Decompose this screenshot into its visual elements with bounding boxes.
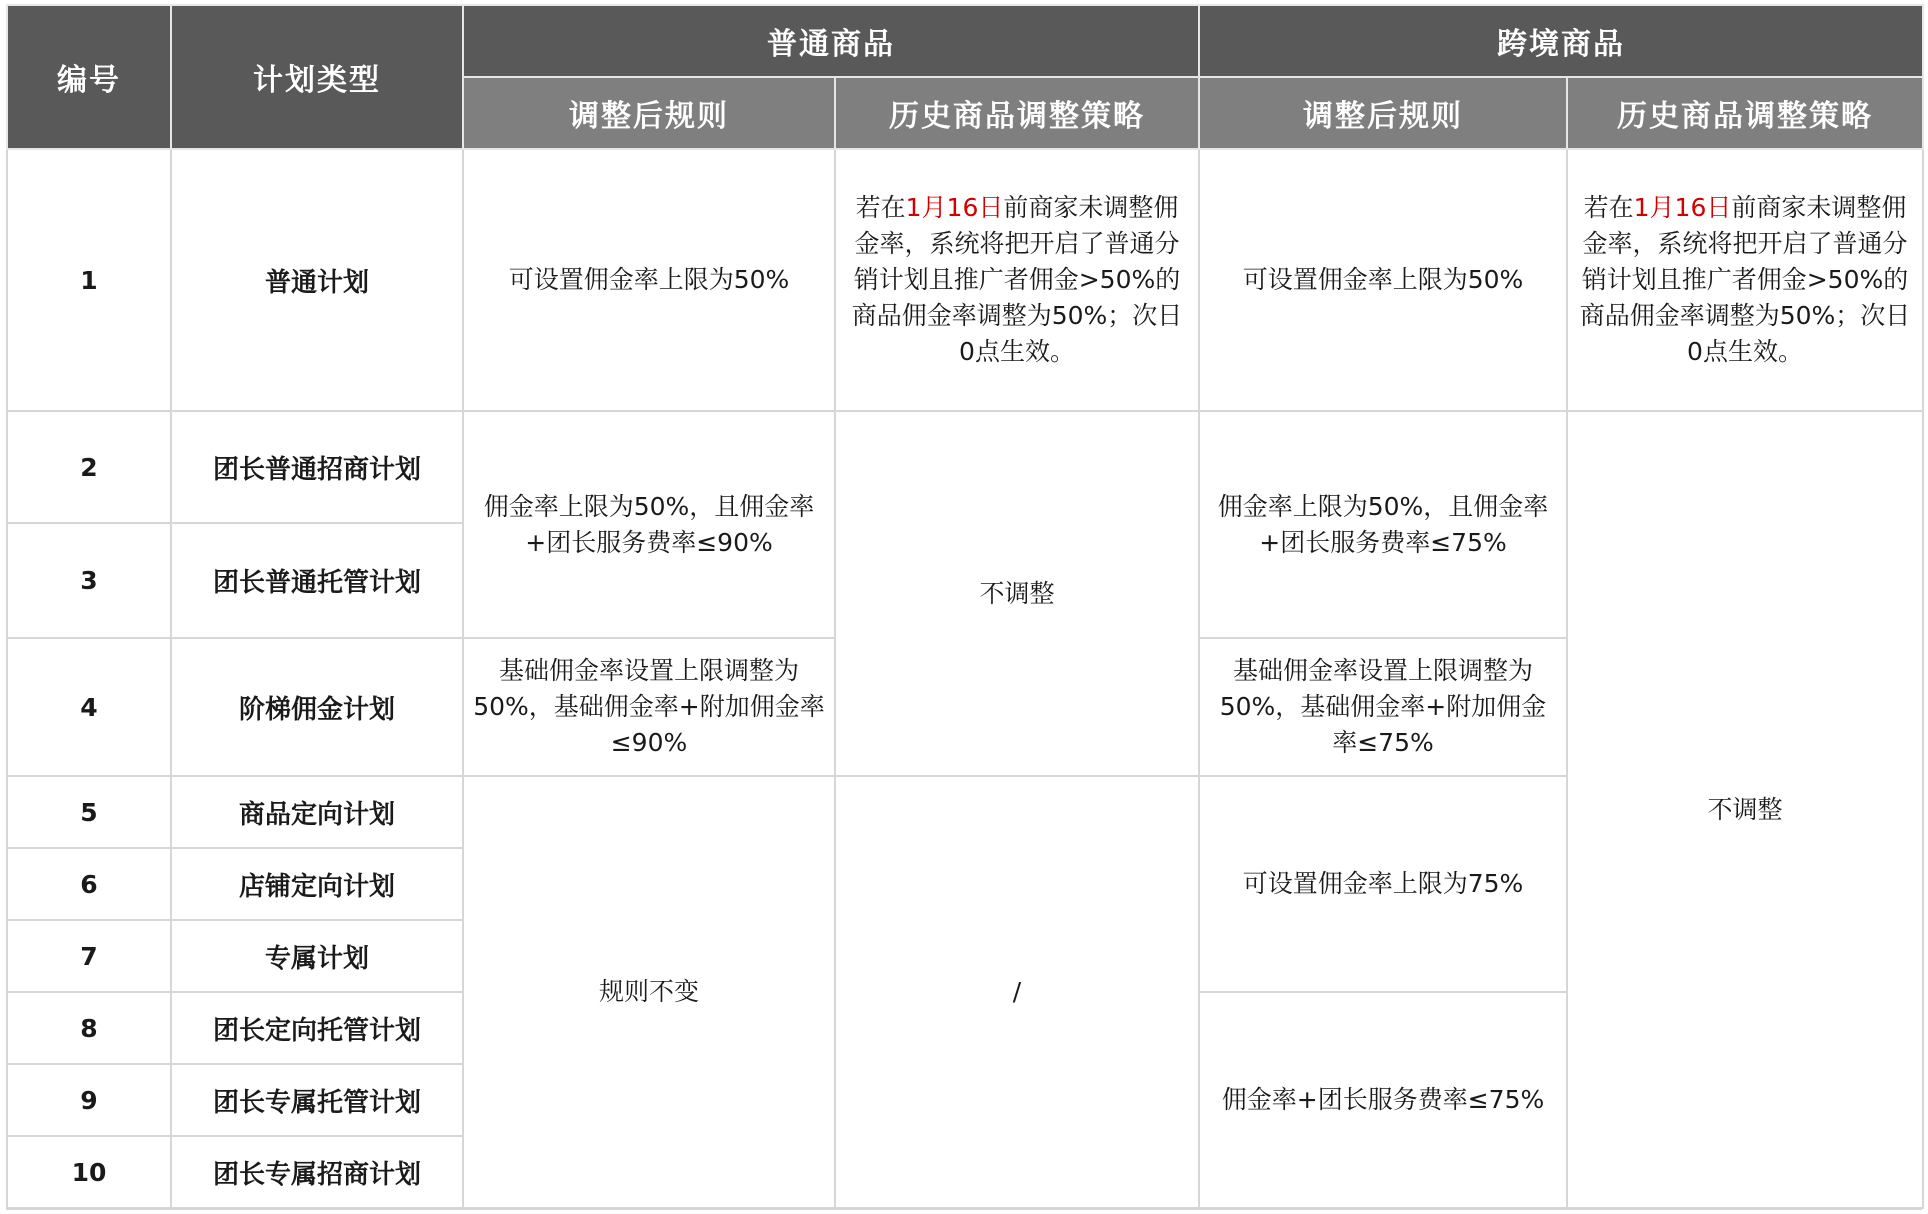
- history-text-part1: 若在: [855, 193, 906, 222]
- header-group-normal-goods: 普通商品: [463, 5, 1199, 77]
- normal-rule-cell: 规则不变: [463, 776, 835, 1208]
- row-id: 3: [7, 523, 171, 638]
- normal-rule-cell: 基础佣金率设置上限调整为50%，基础佣金率+附加佣金率≤90%: [463, 638, 835, 776]
- row-id: 5: [7, 776, 171, 848]
- row-id: 8: [7, 992, 171, 1064]
- commission-rules-table: [6, 4, 1924, 1209]
- row-plan-type: 专属计划: [171, 920, 463, 992]
- row-plan-type: 团长定向托管计划: [171, 992, 463, 1064]
- row-plan-type: 团长普通招商计划: [171, 411, 463, 523]
- normal-history-cell: /: [835, 776, 1199, 1208]
- row-id: 1: [7, 149, 171, 411]
- sheet-next-row-edge: [6, 1208, 1922, 1214]
- deadline-date: 1月16日: [1633, 193, 1732, 222]
- row-id: 2: [7, 411, 171, 523]
- header-plan-type: 计划类型: [171, 5, 463, 149]
- cross-rule-cell: 佣金率上限为50%，且佣金率+团长服务费率≤75%: [1199, 411, 1567, 638]
- row-id: 7: [7, 920, 171, 992]
- deadline-date: 1月16日: [905, 193, 1004, 222]
- row-plan-type: 店铺定向计划: [171, 848, 463, 920]
- row-plan-type: 团长专属招商计划: [171, 1136, 463, 1208]
- history-text-part1: 若在: [1583, 193, 1634, 222]
- normal-rule-cell: 佣金率上限为50%，且佣金率+团长服务费率≤90%: [463, 411, 835, 638]
- table-row: [7, 149, 1923, 411]
- row-plan-type: 团长普通托管计划: [171, 523, 463, 638]
- cross-history-cell: 不调整: [1567, 411, 1923, 1208]
- row-plan-type: 普通计划: [171, 149, 463, 411]
- row-id: 4: [7, 638, 171, 776]
- header-normal-rule: 调整后规则: [463, 77, 835, 149]
- cross-rule-cell: 佣金率+团长服务费率≤75%: [1199, 992, 1567, 1208]
- cross-rule-cell: 基础佣金率设置上限调整为50%，基础佣金率+附加佣金率≤75%: [1199, 638, 1567, 776]
- row-id: 9: [7, 1064, 171, 1136]
- cross-history-cell: [1567, 149, 1923, 411]
- history-text-part2: 前商家未调整佣金率，系统将把开启了普通分销计划且推广者佣金>50%的商品佣金率调整为50%；次日0点生效。: [1579, 193, 1911, 366]
- normal-history-cell: [835, 149, 1199, 411]
- header-cross-rule: 调整后规则: [1199, 77, 1567, 149]
- row-id: 10: [7, 1136, 171, 1208]
- row-id: 6: [7, 848, 171, 920]
- cross-rule-cell: 可设置佣金率上限为75%: [1199, 776, 1567, 992]
- header-normal-history: 历史商品调整策略: [835, 77, 1199, 149]
- table-row: [7, 411, 1923, 523]
- normal-rule-cell: 可设置佣金率上限为50%: [463, 149, 835, 411]
- header-id: 编号: [7, 5, 171, 149]
- cross-rule-cell: 可设置佣金率上限为50%: [1199, 149, 1567, 411]
- normal-history-cell: 不调整: [835, 411, 1199, 776]
- row-plan-type: 商品定向计划: [171, 776, 463, 848]
- header-group-cross-border-goods: 跨境商品: [1199, 5, 1923, 77]
- row-plan-type: 团长专属托管计划: [171, 1064, 463, 1136]
- header-cross-history: 历史商品调整策略: [1567, 77, 1923, 149]
- row-plan-type: 阶梯佣金计划: [171, 638, 463, 776]
- history-text-part2: 前商家未调整佣金率，系统将把开启了普通分销计划且推广者佣金>50%的商品佣金率调整为50%；次日0点生效。: [851, 193, 1183, 366]
